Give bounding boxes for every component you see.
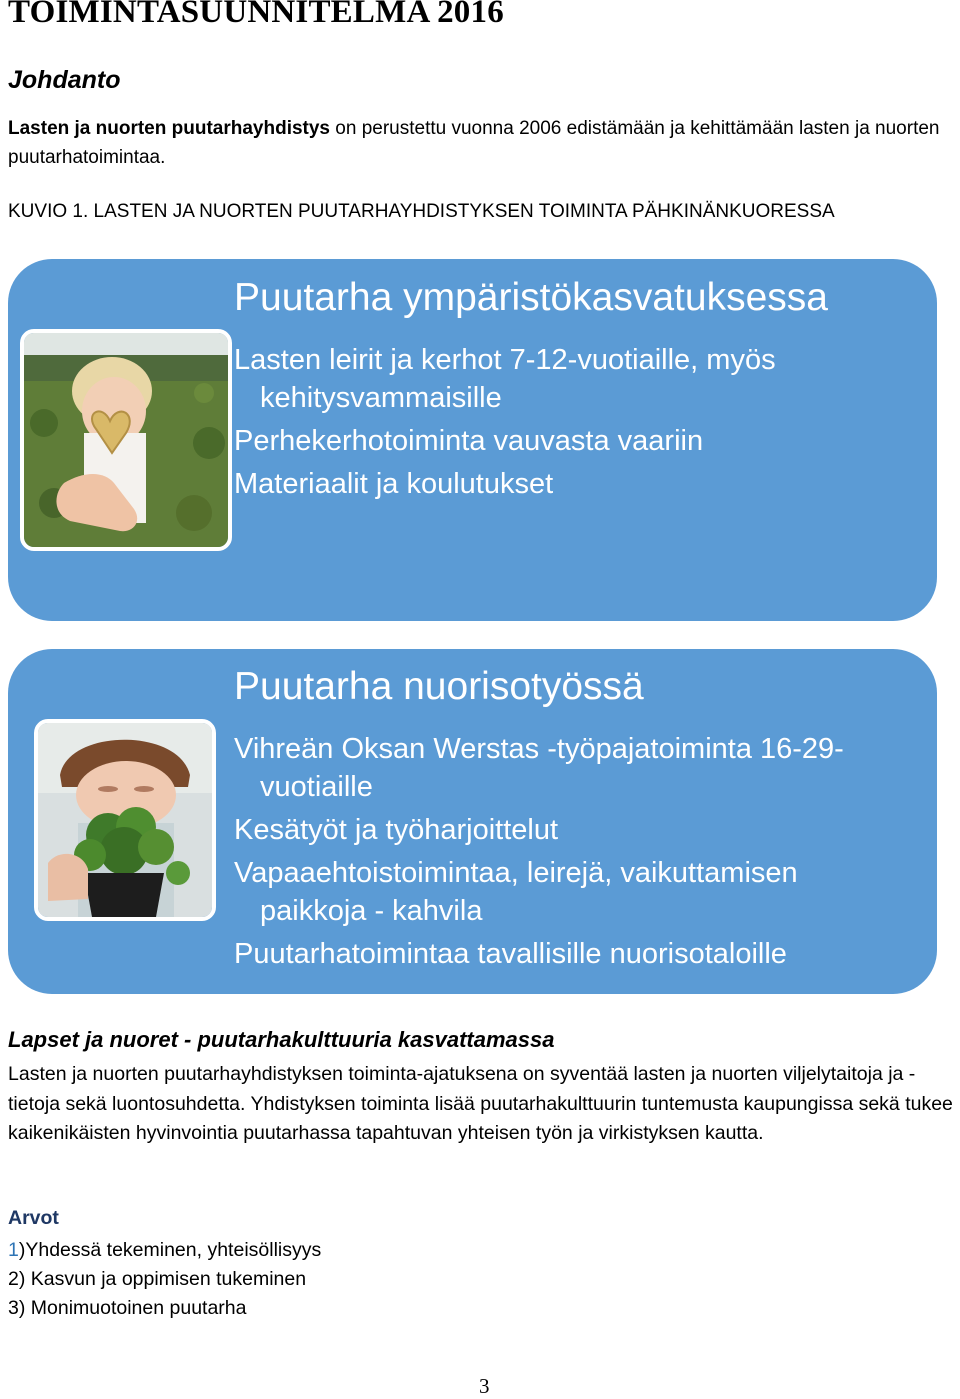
section-heading-intro: Johdanto — [8, 66, 121, 94]
panel-1-item: Perhekerhotoiminta vauvasta vaariin — [234, 425, 704, 457]
figure-caption: KUVIO 1. LASTEN JA NUORTEN PUUTARHAYHDISTYKSEN TOIMINTA PÄHKINÄNKUORESSA — [8, 201, 835, 222]
mission-paragraph: Lasten ja nuorten puutarhayhdistyksen toiminta-ajatuksena on syventää lasten ja nuorten viljelytaitoja ja -tietoja sekä luontosuhdetta. Yhdistyksen toiminta lisää puutarhakulttuurin tuntemusta kaupungissa sekä tukee kaikenikäisten hyvinvointia puutarhassa tapahtuvan yhteisen työn ja virkistyksen kautta. — [8, 1063, 953, 1144]
panel-1-list — [234, 341, 874, 508]
value-item — [8, 1265, 321, 1294]
document-title: TOIMINTASUUNNITELMA 2016 — [8, 0, 504, 30]
youth-herb-photo — [34, 719, 216, 921]
panel-2-list — [234, 730, 894, 978]
values-heading: Arvot — [8, 1207, 59, 1229]
panel-2-item: Vihreän Oksan Werstas -työpajatoiminta 16-29-vuotiaille — [234, 733, 844, 803]
value-number: 1 — [8, 1239, 19, 1261]
panel-1-item: Materiaalit ja koulutukset — [234, 468, 554, 500]
org-name: Lasten ja nuorten puutarhayhdistys — [8, 118, 330, 139]
intro-paragraph — [8, 114, 960, 172]
panel-2-title: Puutarha nuorisotyössä — [234, 665, 644, 708]
panel-2-item: Kesätyöt ja työharjoittelut — [234, 814, 559, 846]
values-list — [8, 1236, 321, 1323]
mission-heading: Lapset ja nuoret - puutarhakulttuuria kasvattamassa — [8, 1027, 555, 1052]
value-number: 3) — [8, 1297, 26, 1319]
child-potato-photo — [20, 329, 232, 551]
value-label: Monimuotoinen puutarha — [25, 1297, 247, 1319]
youth-smelling-plant-image — [38, 723, 212, 917]
page-number: 3 — [479, 1374, 490, 1398]
value-label: )Yhdessä tekeminen, yhteisöllisyys — [18, 1239, 322, 1261]
value-label: Kasvun ja oppimisen tukeminen — [25, 1268, 307, 1290]
panel-2-item: Puutarhatoimintaa tavallisille nuorisotaloille — [234, 938, 787, 970]
panel-2-item: Vapaaehtoistoimintaa, leirejä, vaikuttamisen paikkoja - kahvila — [234, 857, 798, 927]
value-number: 2) — [8, 1268, 26, 1290]
intro-text: on perustettu vuonna 2006 edistämään ja kehittämään lasten ja nuorten puutarhatoimintaa. — [8, 118, 940, 168]
value-item — [8, 1236, 321, 1265]
child-holding-potato-image — [24, 333, 228, 547]
panel-1-title: Puutarha ympäristökasvatuksessa — [234, 276, 828, 319]
panel-1-item: Lasten leirit ja kerhot 7-12-vuotiaille, myös kehitysvammaisille — [234, 344, 776, 414]
value-item — [8, 1294, 321, 1323]
